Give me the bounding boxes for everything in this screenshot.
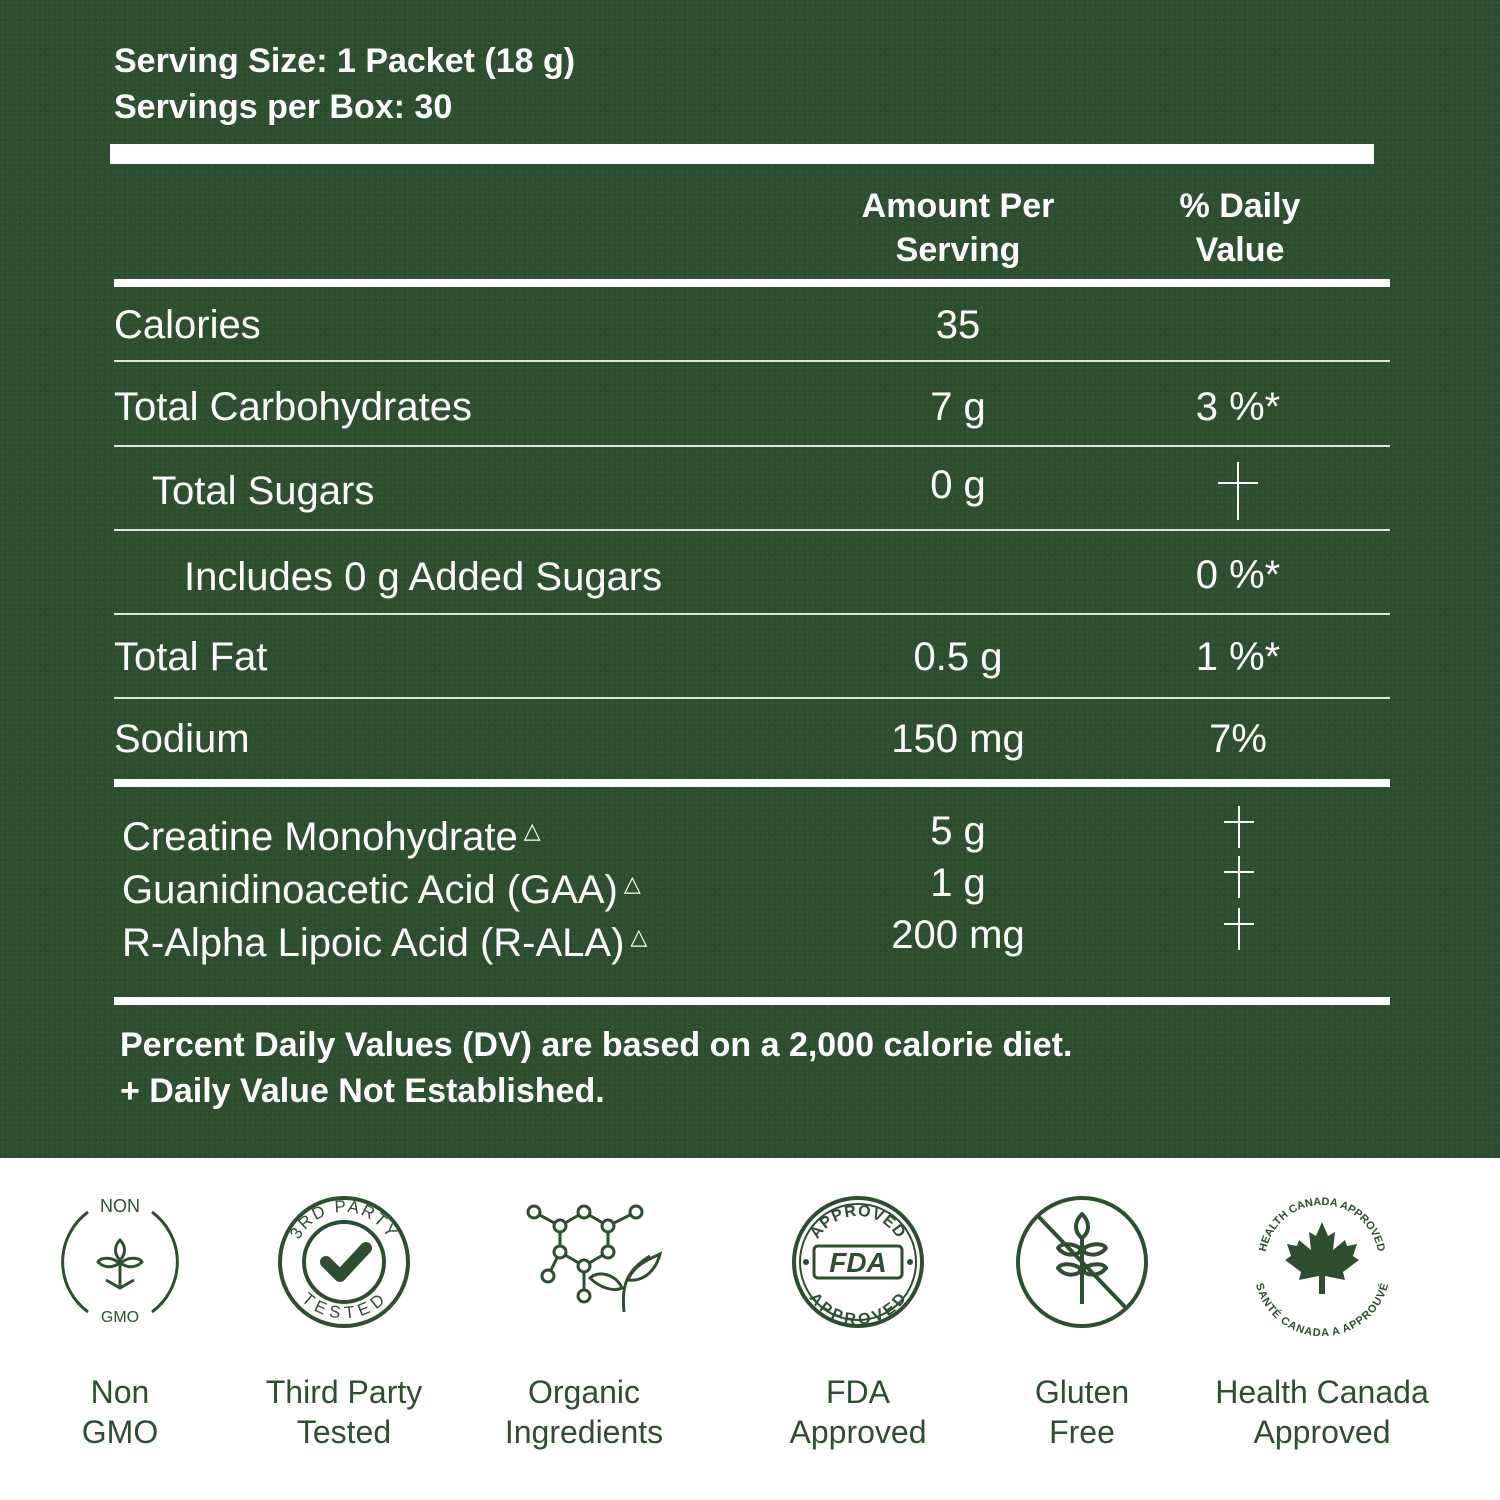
- dagger-icon: [1224, 908, 1254, 950]
- triangle-icon: △: [630, 924, 648, 949]
- row-amount-total-fat: 0.5 g: [913, 635, 1003, 679]
- row-divider: [114, 529, 1390, 531]
- thick-divider-top: [110, 144, 1374, 164]
- third-party-tested-icon: [274, 1192, 414, 1332]
- row-dv-total-carbohydrates: 3 %*: [1195, 385, 1281, 429]
- column-header-amount: Amount Per Serving: [861, 187, 1055, 269]
- health-canada-maple-leaf-icon: [1247, 1186, 1397, 1336]
- certification-badges: [0, 1158, 1500, 1500]
- row-dv-added-sugars: 0 %*: [1195, 553, 1281, 597]
- row-label-total-carbohydrates: Total Carbohydrates: [114, 385, 472, 429]
- row-divider: [114, 360, 1390, 362]
- row-amount-sodium: 150 mg: [891, 717, 1025, 761]
- row-divider: [114, 613, 1390, 615]
- badge-health-canada: [1202, 1158, 1442, 1500]
- svg-text:APPROVED: APPROVED: [806, 1202, 910, 1242]
- badge-third-party-tested: [224, 1158, 464, 1500]
- badge-label-health-canada: Health Canada Approved: [1215, 1374, 1429, 1450]
- svg-text:SANTÉ CANADA A APPROUVÉ: SANTÉ CANADA A APPROUVÉ: [1252, 1281, 1392, 1336]
- row-amount-gaa: 1 g: [930, 861, 986, 905]
- divider-medium: [114, 779, 1390, 787]
- svg-text:GMO: GMO: [100, 1309, 140, 1326]
- badge-label-gluten-free: Gluten Free: [1034, 1374, 1130, 1450]
- column-header-daily-value: % Daily Value: [1179, 187, 1301, 269]
- dagger-icon: [1224, 856, 1254, 898]
- row-amount-total-carbohydrates: 7 g: [930, 385, 986, 429]
- svg-text:NON: NON: [100, 1196, 140, 1216]
- dagger-icon: [1224, 806, 1254, 848]
- triangle-icon: △: [623, 871, 641, 896]
- row-amount-creatine: 5 g: [930, 809, 986, 853]
- badge-label-non-gmo: Non GMO: [81, 1374, 159, 1450]
- row-label-calories: Calories: [114, 303, 261, 347]
- divider-medium: [114, 279, 1390, 287]
- svg-text:3RD PARTY: 3RD PARTY: [286, 1196, 402, 1243]
- row-label-gaa: Guanidinoacetic Acid (GAA) △: [122, 868, 641, 912]
- divider-medium: [114, 997, 1390, 1005]
- svg-text:TESTED: TESTED: [298, 1288, 390, 1323]
- row-dv-total-fat: 1 %*: [1195, 635, 1281, 679]
- badge-label-organic-ingredients: Organic Ingredients: [504, 1374, 664, 1450]
- dagger-icon: [1218, 462, 1258, 520]
- badge-non-gmo: [0, 1158, 240, 1500]
- triangle-icon: △: [523, 818, 541, 843]
- serving-size: Serving Size: 1 Packet (18 g): [114, 42, 576, 80]
- svg-text:HEALTH CANADA APPROVED: HEALTH CANADA APPROVED: [1257, 1195, 1387, 1253]
- row-amount-total-sugars: 0 g: [930, 463, 986, 507]
- row-divider: [114, 445, 1390, 447]
- organic-molecule-leaf-icon: [504, 1192, 664, 1322]
- row-amount-r-ala: 200 mg: [891, 913, 1025, 957]
- row-divider: [114, 697, 1390, 699]
- row-label-sodium: Sodium: [114, 717, 250, 761]
- badge-fda-approved: [738, 1158, 978, 1500]
- row-label-added-sugars: Includes 0 g Added Sugars: [184, 555, 663, 599]
- row-label-r-ala: R-Alpha Lipoic Acid (R-ALA) △: [122, 921, 648, 965]
- gluten-free-icon: [1012, 1192, 1152, 1332]
- svg-text:FDA: FDA: [829, 1247, 887, 1278]
- servings-per-box: Servings per Box: 30: [114, 88, 453, 126]
- non-gmo-icon: [50, 1192, 190, 1332]
- badge-organic-ingredients: [464, 1158, 704, 1500]
- footnote-not-established: + Daily Value Not Established.: [120, 1072, 605, 1110]
- row-label-total-sugars: Total Sugars: [152, 469, 375, 513]
- badge-label-third-party-tested: Third Party Tested: [265, 1374, 423, 1450]
- badge-label-fda-approved: FDA Approved: [789, 1374, 927, 1450]
- badge-gluten-free: [962, 1158, 1202, 1500]
- fda-approved-icon: [788, 1192, 928, 1332]
- row-label-creatine: Creatine Monohydrate △: [122, 815, 541, 859]
- row-dv-sodium: 7%: [1209, 717, 1267, 761]
- svg-text:APPROVED: APPROVED: [805, 1289, 911, 1329]
- row-amount-calories: 35: [935, 303, 981, 347]
- footnote-daily-values: Percent Daily Values (DV) are based on a 2,000 calorie diet.: [120, 1026, 1073, 1064]
- row-label-total-fat: Total Fat: [114, 635, 268, 679]
